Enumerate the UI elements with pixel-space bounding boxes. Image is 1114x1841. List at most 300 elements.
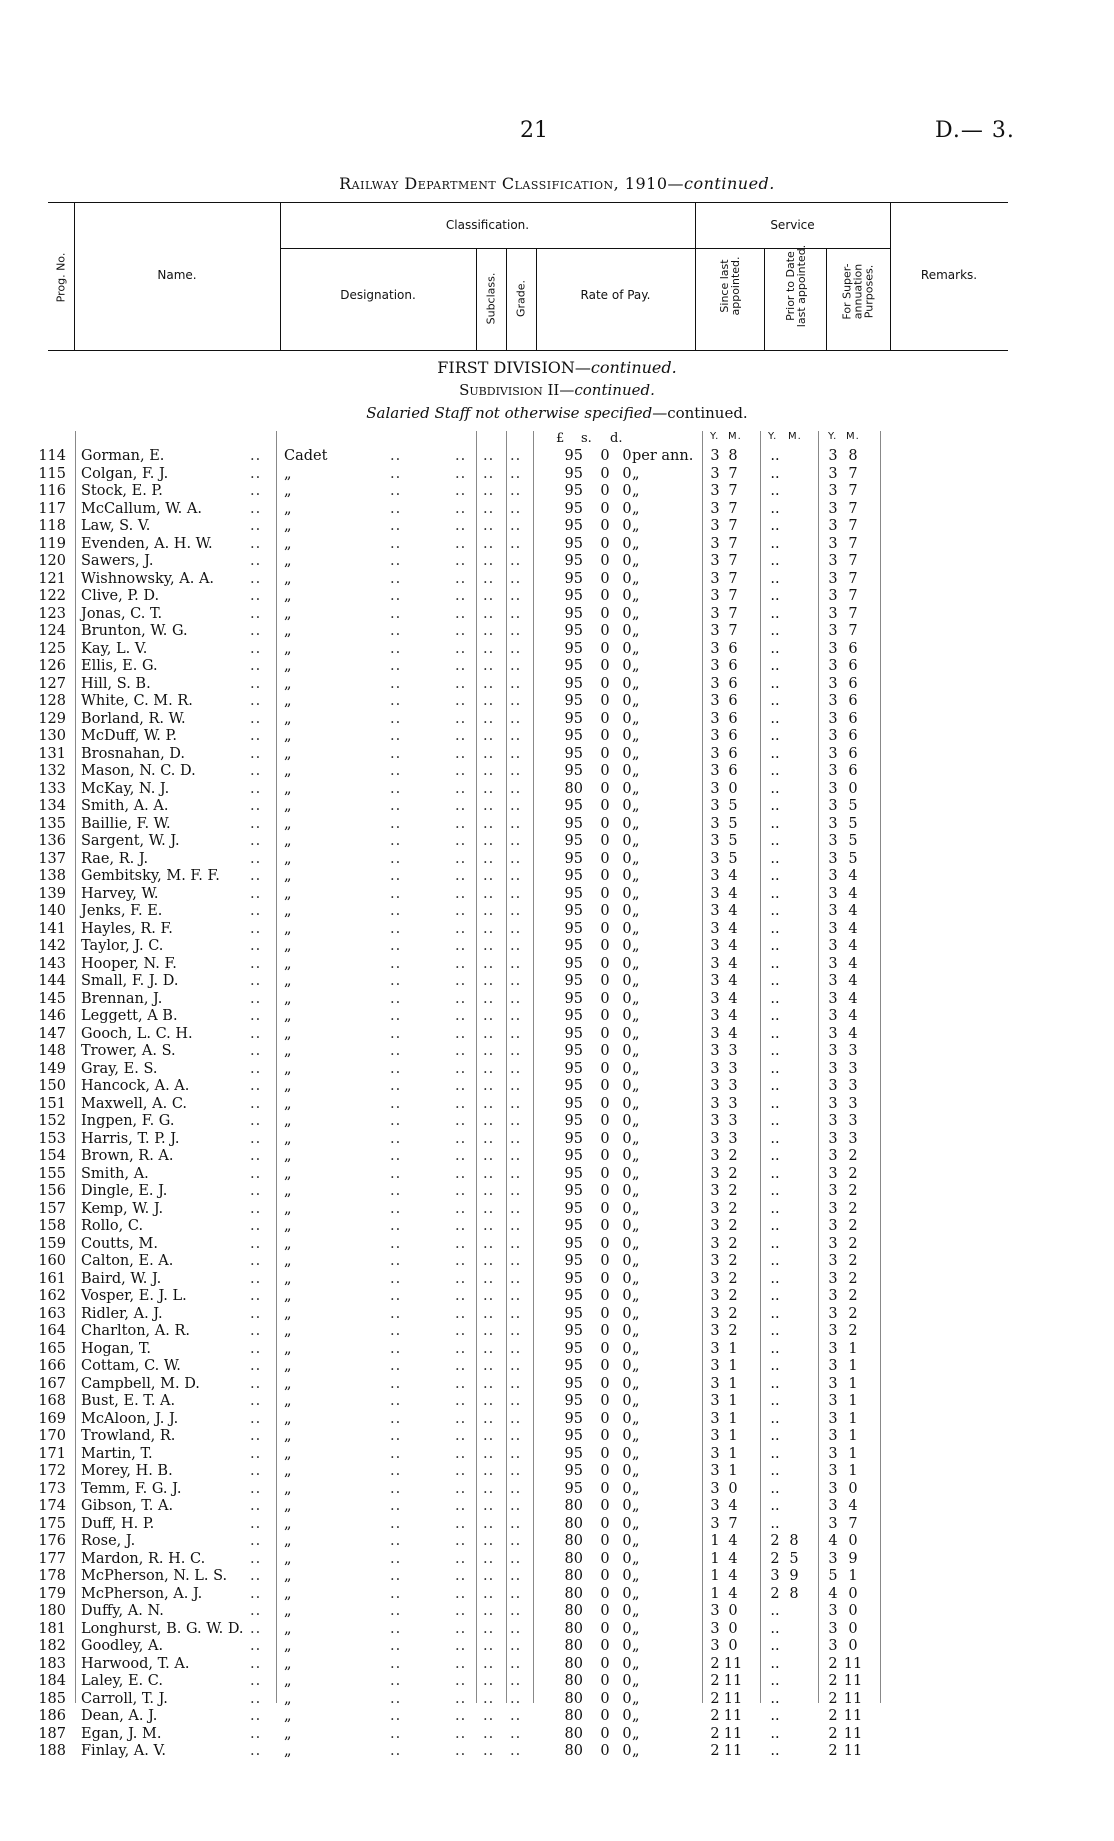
pay-period: „ <box>632 1568 640 1584</box>
prior-years: .. <box>770 728 780 744</box>
dot-leader: .. <box>455 1340 467 1357</box>
designation: „ <box>284 693 292 709</box>
pay-pounds: 95 <box>564 1200 583 1217</box>
dot-leader: .. <box>455 1270 467 1287</box>
pay-shillings: 0 <box>600 1043 610 1059</box>
designation: „ <box>284 1725 292 1742</box>
since-last-years: 3 <box>710 500 720 517</box>
prog-number: 155 <box>38 1165 66 1182</box>
pay-pence: 0 <box>622 955 632 972</box>
pay-pounds: 95 <box>564 1480 583 1497</box>
prior-years: .. <box>770 1498 780 1514</box>
dot-leader: .. <box>250 868 262 884</box>
pay-pounds: 95 <box>564 710 583 727</box>
pay-pence: 0 <box>622 1498 632 1514</box>
prior-years: .. <box>770 1235 780 1252</box>
table-row <box>0 1516 1114 1534</box>
prior-years: .. <box>770 1305 780 1322</box>
dot-leader: .. <box>510 1463 522 1479</box>
pay-pence: 0 <box>622 815 632 832</box>
dot-leader: .. <box>510 1533 522 1549</box>
pay-pounds: 95 <box>564 1340 583 1357</box>
superannuation-months: 1 <box>848 1340 858 1357</box>
superannuation-months: 3 <box>848 1043 858 1059</box>
pay-shillings: 0 <box>600 1393 610 1409</box>
designation: „ <box>284 465 292 482</box>
unit-shillings: s. <box>581 431 592 446</box>
dot-leader: .. <box>510 448 522 464</box>
superannuation-years: 3 <box>828 1323 838 1339</box>
since-last-years: 3 <box>710 1288 720 1304</box>
dot-leader: .. <box>250 1113 262 1129</box>
since-last-years: 3 <box>710 1095 720 1112</box>
pay-pounds: 95 <box>564 1165 583 1182</box>
dot-leader: .. <box>455 1585 467 1602</box>
dot-leader: .. <box>483 728 495 744</box>
prog-number: 178 <box>38 1568 66 1584</box>
superannuation-years: 3 <box>828 1305 838 1322</box>
prog-number: 184 <box>38 1673 66 1689</box>
since-last-years: 3 <box>710 1253 720 1269</box>
dot-leader: .. <box>250 1585 262 1602</box>
pay-pounds: 95 <box>564 1393 583 1409</box>
prior-years: 3 <box>770 1568 780 1584</box>
pay-period: „ <box>632 1673 640 1689</box>
pay-period: „ <box>632 1008 640 1024</box>
header-rule <box>506 248 507 350</box>
designation: „ <box>284 1305 292 1322</box>
pay-pence: 0 <box>622 1638 632 1654</box>
dot-leader: .. <box>483 1043 495 1059</box>
dot-leader: .. <box>455 1568 467 1584</box>
dot-leader: .. <box>390 1375 402 1392</box>
dot-leader: .. <box>510 1480 522 1497</box>
pay-pounds: 95 <box>564 1428 583 1444</box>
prior-years: .. <box>770 605 780 622</box>
dot-leader: .. <box>390 1638 402 1654</box>
since-last-months: 2 <box>728 1218 738 1234</box>
since-last-months: 0 <box>728 1620 738 1637</box>
dot-leader: .. <box>250 623 262 639</box>
dot-leader: .. <box>390 798 402 814</box>
dot-leader: .. <box>390 728 402 744</box>
dot-leader: .. <box>483 1515 495 1532</box>
pay-period: „ <box>632 605 640 622</box>
superannuation-months: 11 <box>843 1743 863 1759</box>
prog-number: 170 <box>38 1428 66 1444</box>
designation: „ <box>284 955 292 972</box>
since-last-years: 1 <box>710 1585 720 1602</box>
dot-leader: .. <box>483 1743 495 1759</box>
pay-pence: 0 <box>622 535 632 552</box>
table-row <box>0 1533 1114 1551</box>
pay-pence: 0 <box>622 1743 632 1759</box>
dot-leader: .. <box>250 1078 262 1094</box>
prog-number: 117 <box>38 500 66 517</box>
since-last-months: 4 <box>728 938 738 954</box>
since-last-months: 7 <box>728 483 738 499</box>
designation: „ <box>284 833 292 849</box>
dot-leader: .. <box>510 850 522 867</box>
dot-leader: .. <box>250 1008 262 1024</box>
pay-shillings: 0 <box>600 1095 610 1112</box>
superannuation-years: 3 <box>828 1288 838 1304</box>
since-last-months: 1 <box>728 1410 738 1427</box>
pay-pounds: 95 <box>564 955 583 972</box>
pay-shillings: 0 <box>600 1270 610 1287</box>
dot-leader: .. <box>483 1253 495 1269</box>
dot-leader: .. <box>250 1148 262 1164</box>
prior-years: .. <box>770 1113 780 1129</box>
since-last-years: 2 <box>710 1690 720 1707</box>
pay-pence: 0 <box>622 570 632 587</box>
pay-pence: 0 <box>622 1288 632 1304</box>
pay-pounds: 95 <box>564 605 583 622</box>
dot-leader: .. <box>250 1358 262 1374</box>
staff-name: Hill, S. B. <box>81 675 151 692</box>
designation: „ <box>284 1200 292 1217</box>
superannuation-years: 3 <box>828 1148 838 1164</box>
dot-leader: .. <box>390 938 402 954</box>
superannuation-years: 3 <box>828 483 838 499</box>
designation: „ <box>284 1218 292 1234</box>
prior-years: .. <box>770 938 780 954</box>
pay-period: „ <box>632 1323 640 1339</box>
pay-pence: 0 <box>622 1568 632 1584</box>
dot-leader: .. <box>483 1095 495 1112</box>
header-rule <box>826 248 827 350</box>
superannuation-months: 4 <box>848 868 858 884</box>
superannuation-months: 1 <box>848 1410 858 1427</box>
staff-name: Brunton, W. G. <box>81 623 188 639</box>
staff-title: Salaried Staff not otherwise specified— <box>366 404 668 422</box>
pay-shillings: 0 <box>600 1375 610 1392</box>
since-last-years: 3 <box>710 938 720 954</box>
superannuation-years: 3 <box>828 1025 838 1042</box>
superannuation-years: 3 <box>828 1620 838 1637</box>
dot-leader: .. <box>483 1533 495 1549</box>
superannuation-months: 0 <box>848 1638 858 1654</box>
pay-pounds: 95 <box>564 1358 583 1374</box>
dot-leader: .. <box>455 1690 467 1707</box>
dot-leader: .. <box>250 710 262 727</box>
dot-leader: .. <box>455 1113 467 1129</box>
pay-shillings: 0 <box>600 815 610 832</box>
designation: „ <box>284 623 292 639</box>
superannuation-months: 5 <box>848 815 858 832</box>
designation: „ <box>284 1550 292 1567</box>
division-continued: continued. <box>590 358 677 377</box>
pay-pence: 0 <box>622 1393 632 1409</box>
table-row <box>0 1656 1114 1674</box>
pay-period: „ <box>632 1445 640 1462</box>
dot-leader: .. <box>483 1183 495 1199</box>
dot-leader: .. <box>455 1043 467 1059</box>
prog-number: 119 <box>38 535 66 552</box>
superannuation-years: 3 <box>828 1358 838 1374</box>
unit-months-3: M. <box>846 431 860 442</box>
designation: „ <box>284 973 292 989</box>
prog-number: 162 <box>38 1288 66 1304</box>
superannuation-years: 3 <box>828 588 838 604</box>
staff-name: McDuff, W. P. <box>81 728 177 744</box>
pay-pence: 0 <box>622 658 632 674</box>
dot-leader: .. <box>510 868 522 884</box>
pay-shillings: 0 <box>600 745 610 762</box>
dot-leader: .. <box>250 973 262 989</box>
pay-period: „ <box>632 833 640 849</box>
pay-period: „ <box>632 1428 640 1444</box>
pay-shillings: 0 <box>600 798 610 814</box>
dot-leader: .. <box>390 1673 402 1689</box>
dot-leader: .. <box>510 920 522 937</box>
since-last-months: 5 <box>728 798 738 814</box>
since-last-months: 11 <box>723 1725 743 1742</box>
table-row <box>0 1498 1114 1516</box>
staff-name: Sawers, J. <box>81 553 154 569</box>
pay-shillings: 0 <box>600 1305 610 1322</box>
dot-leader: .. <box>483 518 495 534</box>
since-last-months: 6 <box>728 763 738 779</box>
pay-pounds: 80 <box>564 1498 583 1514</box>
since-last-months: 3 <box>728 1130 738 1147</box>
designation: „ <box>284 1480 292 1497</box>
since-last-years: 1 <box>710 1568 720 1584</box>
superannuation-months: 0 <box>848 1603 858 1619</box>
prior-years: .. <box>770 815 780 832</box>
pay-shillings: 0 <box>600 1463 610 1479</box>
superannuation-years: 3 <box>828 798 838 814</box>
superannuation-years: 3 <box>828 1410 838 1427</box>
pay-pounds: 95 <box>564 1078 583 1094</box>
staff-name: Martin, T. <box>81 1445 153 1462</box>
superannuation-years: 3 <box>828 1603 838 1619</box>
dot-leader: .. <box>510 1603 522 1619</box>
dot-leader: .. <box>250 903 262 919</box>
prior-years: .. <box>770 570 780 587</box>
prior-years: .. <box>770 1288 780 1304</box>
pay-pounds: 95 <box>564 483 583 499</box>
pay-period: „ <box>632 955 640 972</box>
pay-pence: 0 <box>622 1673 632 1689</box>
designation: „ <box>284 728 292 744</box>
dot-leader: .. <box>390 903 402 919</box>
dot-leader: .. <box>510 1638 522 1654</box>
table-row <box>0 623 1114 641</box>
prior-years: .. <box>770 1218 780 1234</box>
superannuation-months: 6 <box>848 763 858 779</box>
dot-leader: .. <box>455 693 467 709</box>
since-last-years: 3 <box>710 553 720 569</box>
staff-name: Egan, J. M. <box>81 1725 162 1742</box>
staff-name: Clive, P. D. <box>81 588 160 604</box>
dot-leader: .. <box>390 1253 402 1269</box>
since-last-months: 7 <box>728 518 738 534</box>
superannuation-years: 3 <box>828 623 838 639</box>
table-row <box>0 833 1114 851</box>
pay-period: „ <box>632 1585 640 1602</box>
pay-pence: 0 <box>622 833 632 849</box>
table-row <box>0 903 1114 921</box>
pay-shillings: 0 <box>600 938 610 954</box>
since-last-years: 3 <box>710 885 720 902</box>
since-last-years: 3 <box>710 833 720 849</box>
dot-leader: .. <box>250 553 262 569</box>
since-last-years: 3 <box>710 868 720 884</box>
since-last-months: 7 <box>728 570 738 587</box>
dot-leader: .. <box>250 1725 262 1742</box>
designation: „ <box>284 1585 292 1602</box>
superannuation-months: 2 <box>848 1200 858 1217</box>
superannuation-years: 3 <box>828 1270 838 1287</box>
designation: „ <box>284 1603 292 1619</box>
superannuation-years: 3 <box>828 1008 838 1024</box>
prior-years: .. <box>770 1095 780 1112</box>
dot-leader: .. <box>483 1480 495 1497</box>
pay-pence: 0 <box>622 1463 632 1479</box>
pay-shillings: 0 <box>600 833 610 849</box>
dot-leader: .. <box>483 1078 495 1094</box>
dot-leader: .. <box>455 1743 467 1759</box>
since-last-months: 2 <box>728 1235 738 1252</box>
superannuation-months: 4 <box>848 955 858 972</box>
superannuation-months: 3 <box>848 1060 858 1077</box>
dot-leader: .. <box>250 955 262 972</box>
dot-leader: .. <box>455 1708 467 1724</box>
dot-leader: .. <box>455 640 467 657</box>
pay-period: „ <box>632 1340 640 1357</box>
dot-leader: .. <box>390 1130 402 1147</box>
dot-leader: .. <box>390 1218 402 1234</box>
dot-leader: .. <box>390 1165 402 1182</box>
table-row <box>0 1253 1114 1271</box>
prog-number: 144 <box>38 973 66 989</box>
prog-number: 166 <box>38 1358 66 1374</box>
pay-pence: 0 <box>622 1375 632 1392</box>
dot-leader: .. <box>483 1235 495 1252</box>
superannuation-years: 3 <box>828 1480 838 1497</box>
prog-number: 181 <box>38 1620 66 1637</box>
table-row <box>0 1358 1114 1376</box>
pay-pence: 0 <box>622 1550 632 1567</box>
superannuation-months: 4 <box>848 1498 858 1514</box>
dot-leader: .. <box>483 798 495 814</box>
designation: „ <box>284 710 292 727</box>
designation: „ <box>284 1498 292 1514</box>
pay-period: „ <box>632 1060 640 1077</box>
staff-name: Brennan, J. <box>81 990 163 1007</box>
prior-years: .. <box>770 1708 780 1724</box>
pay-period: „ <box>632 1638 640 1654</box>
since-last-years: 3 <box>710 1078 720 1094</box>
dot-leader: .. <box>455 833 467 849</box>
dot-leader: .. <box>455 1235 467 1252</box>
dot-leader: .. <box>250 1043 262 1059</box>
dot-leader: .. <box>390 1323 402 1339</box>
since-last-months: 3 <box>728 1095 738 1112</box>
staff-name: Smith, A. A. <box>81 798 169 814</box>
pay-pounds: 95 <box>564 850 583 867</box>
superannuation-years: 2 <box>828 1708 838 1724</box>
dot-leader: .. <box>390 868 402 884</box>
superannuation-months: 4 <box>848 903 858 919</box>
since-last-years: 3 <box>710 605 720 622</box>
pay-pence: 0 <box>622 1043 632 1059</box>
superannuation-months: 1 <box>848 1568 858 1584</box>
dot-leader: .. <box>455 1603 467 1619</box>
dot-leader: .. <box>510 1218 522 1234</box>
since-last-months: 6 <box>728 658 738 674</box>
dot-leader: .. <box>455 448 467 464</box>
staff-name: Ingpen, F. G. <box>81 1113 175 1129</box>
table-row <box>0 693 1114 711</box>
table-row <box>0 991 1114 1009</box>
superannuation-months: 1 <box>848 1375 858 1392</box>
staff-name: Leggett, A B. <box>81 1008 178 1024</box>
dot-leader: .. <box>510 1655 522 1672</box>
since-last-years: 3 <box>710 1305 720 1322</box>
staff-name: Mason, N. C. D. <box>81 763 196 779</box>
superannuation-months: 4 <box>848 1008 858 1024</box>
dot-leader: .. <box>483 535 495 552</box>
dot-leader: .. <box>483 710 495 727</box>
prog-number: 121 <box>38 570 66 587</box>
superannuation-years: 3 <box>828 1428 838 1444</box>
pay-pounds: 95 <box>564 1235 583 1252</box>
dot-leader: .. <box>455 763 467 779</box>
dot-leader: .. <box>483 903 495 919</box>
pay-shillings: 0 <box>600 1200 610 1217</box>
superannuation-months: 5 <box>848 833 858 849</box>
pay-pounds: 95 <box>564 1305 583 1322</box>
dot-leader: .. <box>455 780 467 797</box>
superannuation-months: 2 <box>848 1183 858 1199</box>
pay-shillings: 0 <box>600 1725 610 1742</box>
since-last-months: 11 <box>723 1655 743 1672</box>
pay-pence: 0 <box>622 1270 632 1287</box>
since-last-months: 11 <box>723 1708 743 1724</box>
table-row <box>0 1376 1114 1394</box>
table-row <box>0 746 1114 764</box>
staff-name: Brosnahan, D. <box>81 745 185 762</box>
superannuation-months: 2 <box>848 1305 858 1322</box>
staff-name: Harvey, W. <box>81 885 159 902</box>
since-last-years: 3 <box>710 1603 720 1619</box>
dot-leader: .. <box>250 1463 262 1479</box>
pay-pence: 0 <box>622 640 632 657</box>
pay-pounds: 95 <box>564 640 583 657</box>
pay-shillings: 0 <box>600 1620 610 1637</box>
dot-leader: .. <box>390 1568 402 1584</box>
pay-pence: 0 <box>622 1025 632 1042</box>
dot-leader: .. <box>250 1445 262 1462</box>
dot-leader: .. <box>510 1725 522 1742</box>
superannuation-years: 3 <box>828 1375 838 1392</box>
dot-leader: .. <box>390 1428 402 1444</box>
prior-years: .. <box>770 1463 780 1479</box>
page-title <box>0 174 1114 193</box>
prog-number: 147 <box>38 1025 66 1042</box>
since-last-months: 2 <box>728 1148 738 1164</box>
since-last-months: 1 <box>728 1445 738 1462</box>
since-last-months: 11 <box>723 1743 743 1759</box>
table-row <box>0 1306 1114 1324</box>
dot-leader: .. <box>455 1655 467 1672</box>
table-row <box>0 1621 1114 1639</box>
pay-period: „ <box>632 1253 640 1269</box>
superannuation-months: 11 <box>843 1725 863 1742</box>
superannuation-months: 6 <box>848 745 858 762</box>
